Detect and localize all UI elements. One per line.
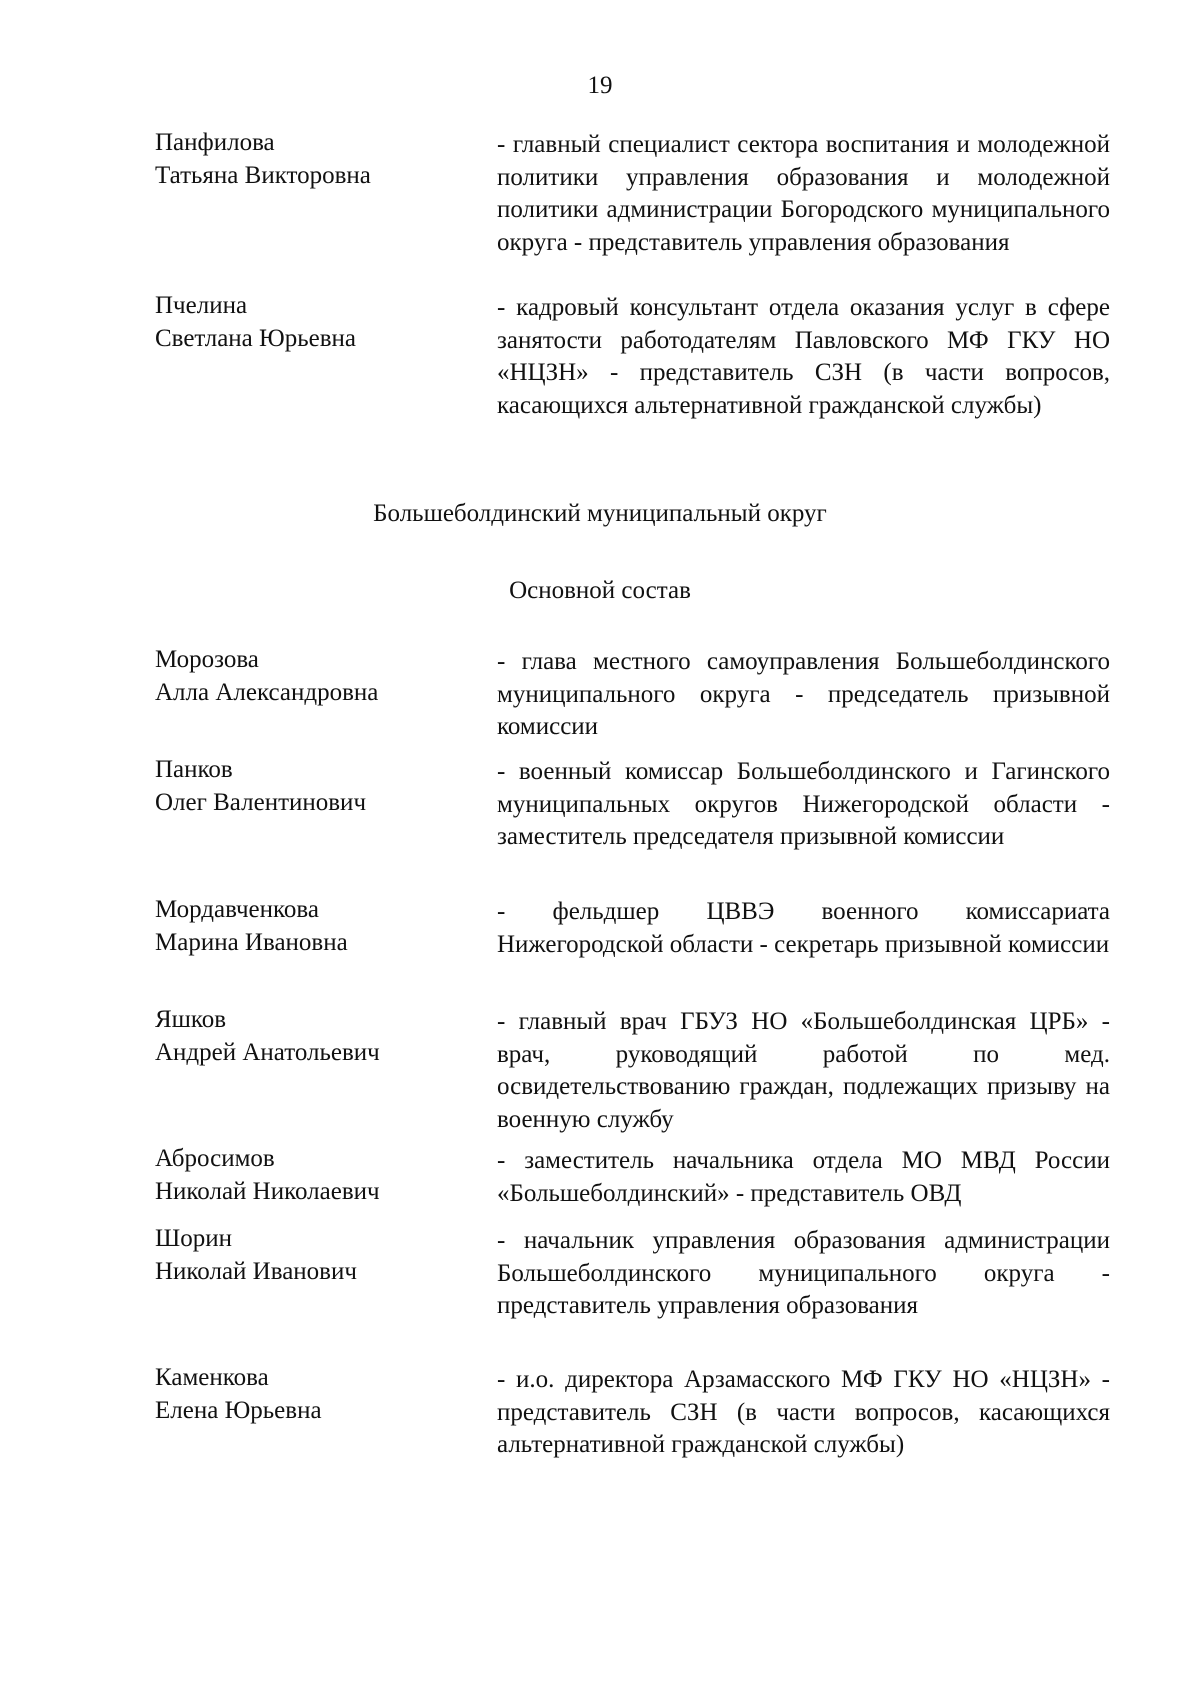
member-role: - начальник управления образования администрации Большеболдинского муниципального округа - представитель управления образования <box>497 1227 1110 1319</box>
member-role: - военный комиссар Большеболдинского и Гагинского муниципальных округов Нижегородской области - заместитель председателя призывной комиссии <box>497 758 1110 850</box>
member-given-names: Андрей Анатольевич <box>155 1038 380 1066</box>
member-role: - и.о. директора Арзамасского МФ ГКУ НО «НЦЗН» - представитель СЗН (в части вопросов, касающихся альтернативной гражданской службы) <box>497 1366 1110 1458</box>
member-name <box>155 1362 475 1427</box>
composition-heading: Основной состав <box>509 577 691 604</box>
member-role: - кадровый консультант отдела оказания услуг в сфере занятости работодателям Павловского МФ ГКУ НО «НЦЗН» - представитель СЗН (в части вопросов, касающихся альтернативной гражданской службы) <box>497 294 1110 419</box>
member-given-names: Светлана Юрьевна <box>155 324 357 352</box>
member-given-names: Марина Ивановна <box>155 928 348 956</box>
member-role: - главный врач ГБУЗ НО «Большеболдинская ЦРБ» - врач, руководящий работой по мед. освидетельствованию граждан, подлежащих призыву на военную службу <box>497 1008 1110 1133</box>
member-surname: Каменкова <box>155 1364 269 1391</box>
member-surname: Яшков <box>155 1006 227 1033</box>
member-given-names: Николай Иванович <box>155 1257 357 1285</box>
member-name <box>155 1143 475 1208</box>
member-surname: Панфилова <box>155 129 275 156</box>
member-role: - главный специалист сектора воспитания и молодежной политики управления образования и молодежной политики администрации Богородского муниципального округа - представитель управления образования <box>497 131 1110 256</box>
member-name <box>155 127 475 192</box>
page-number: 19 <box>587 72 613 99</box>
member-role: - заместитель начальника отдела МО МВД России «Большеболдинский» - представитель ОВД <box>497 1147 1110 1207</box>
member-name <box>155 644 475 709</box>
member-surname: Панков <box>155 756 233 783</box>
member-name <box>155 754 475 819</box>
member-name <box>155 290 475 355</box>
member-surname: Абросимов <box>155 1145 275 1172</box>
member-given-names: Олег Валентинович <box>155 788 367 816</box>
member-given-names: Алла Александровна <box>155 678 379 706</box>
member-given-names: Татьяна Викторовна <box>155 161 371 189</box>
member-role: - глава местного самоуправления Большеболдинского муниципального округа - председатель призывной комиссии <box>497 648 1110 740</box>
member-name <box>155 1004 475 1069</box>
member-role: - фельдшер ЦВВЭ военного комиссариата Нижегородской области - секретарь призывной комиссии <box>497 898 1110 958</box>
member-surname: Мордавченкова <box>155 896 319 923</box>
member-surname: Пчелина <box>155 292 248 319</box>
member-given-names: Елена Юрьевна <box>155 1396 322 1424</box>
member-name <box>155 1223 475 1288</box>
member-surname: Морозова <box>155 646 259 673</box>
member-name <box>155 894 475 959</box>
district-heading: Большеболдинский муниципальный округ <box>373 500 827 527</box>
member-given-names: Николай Николаевич <box>155 1177 380 1205</box>
member-surname: Шорин <box>155 1225 232 1252</box>
